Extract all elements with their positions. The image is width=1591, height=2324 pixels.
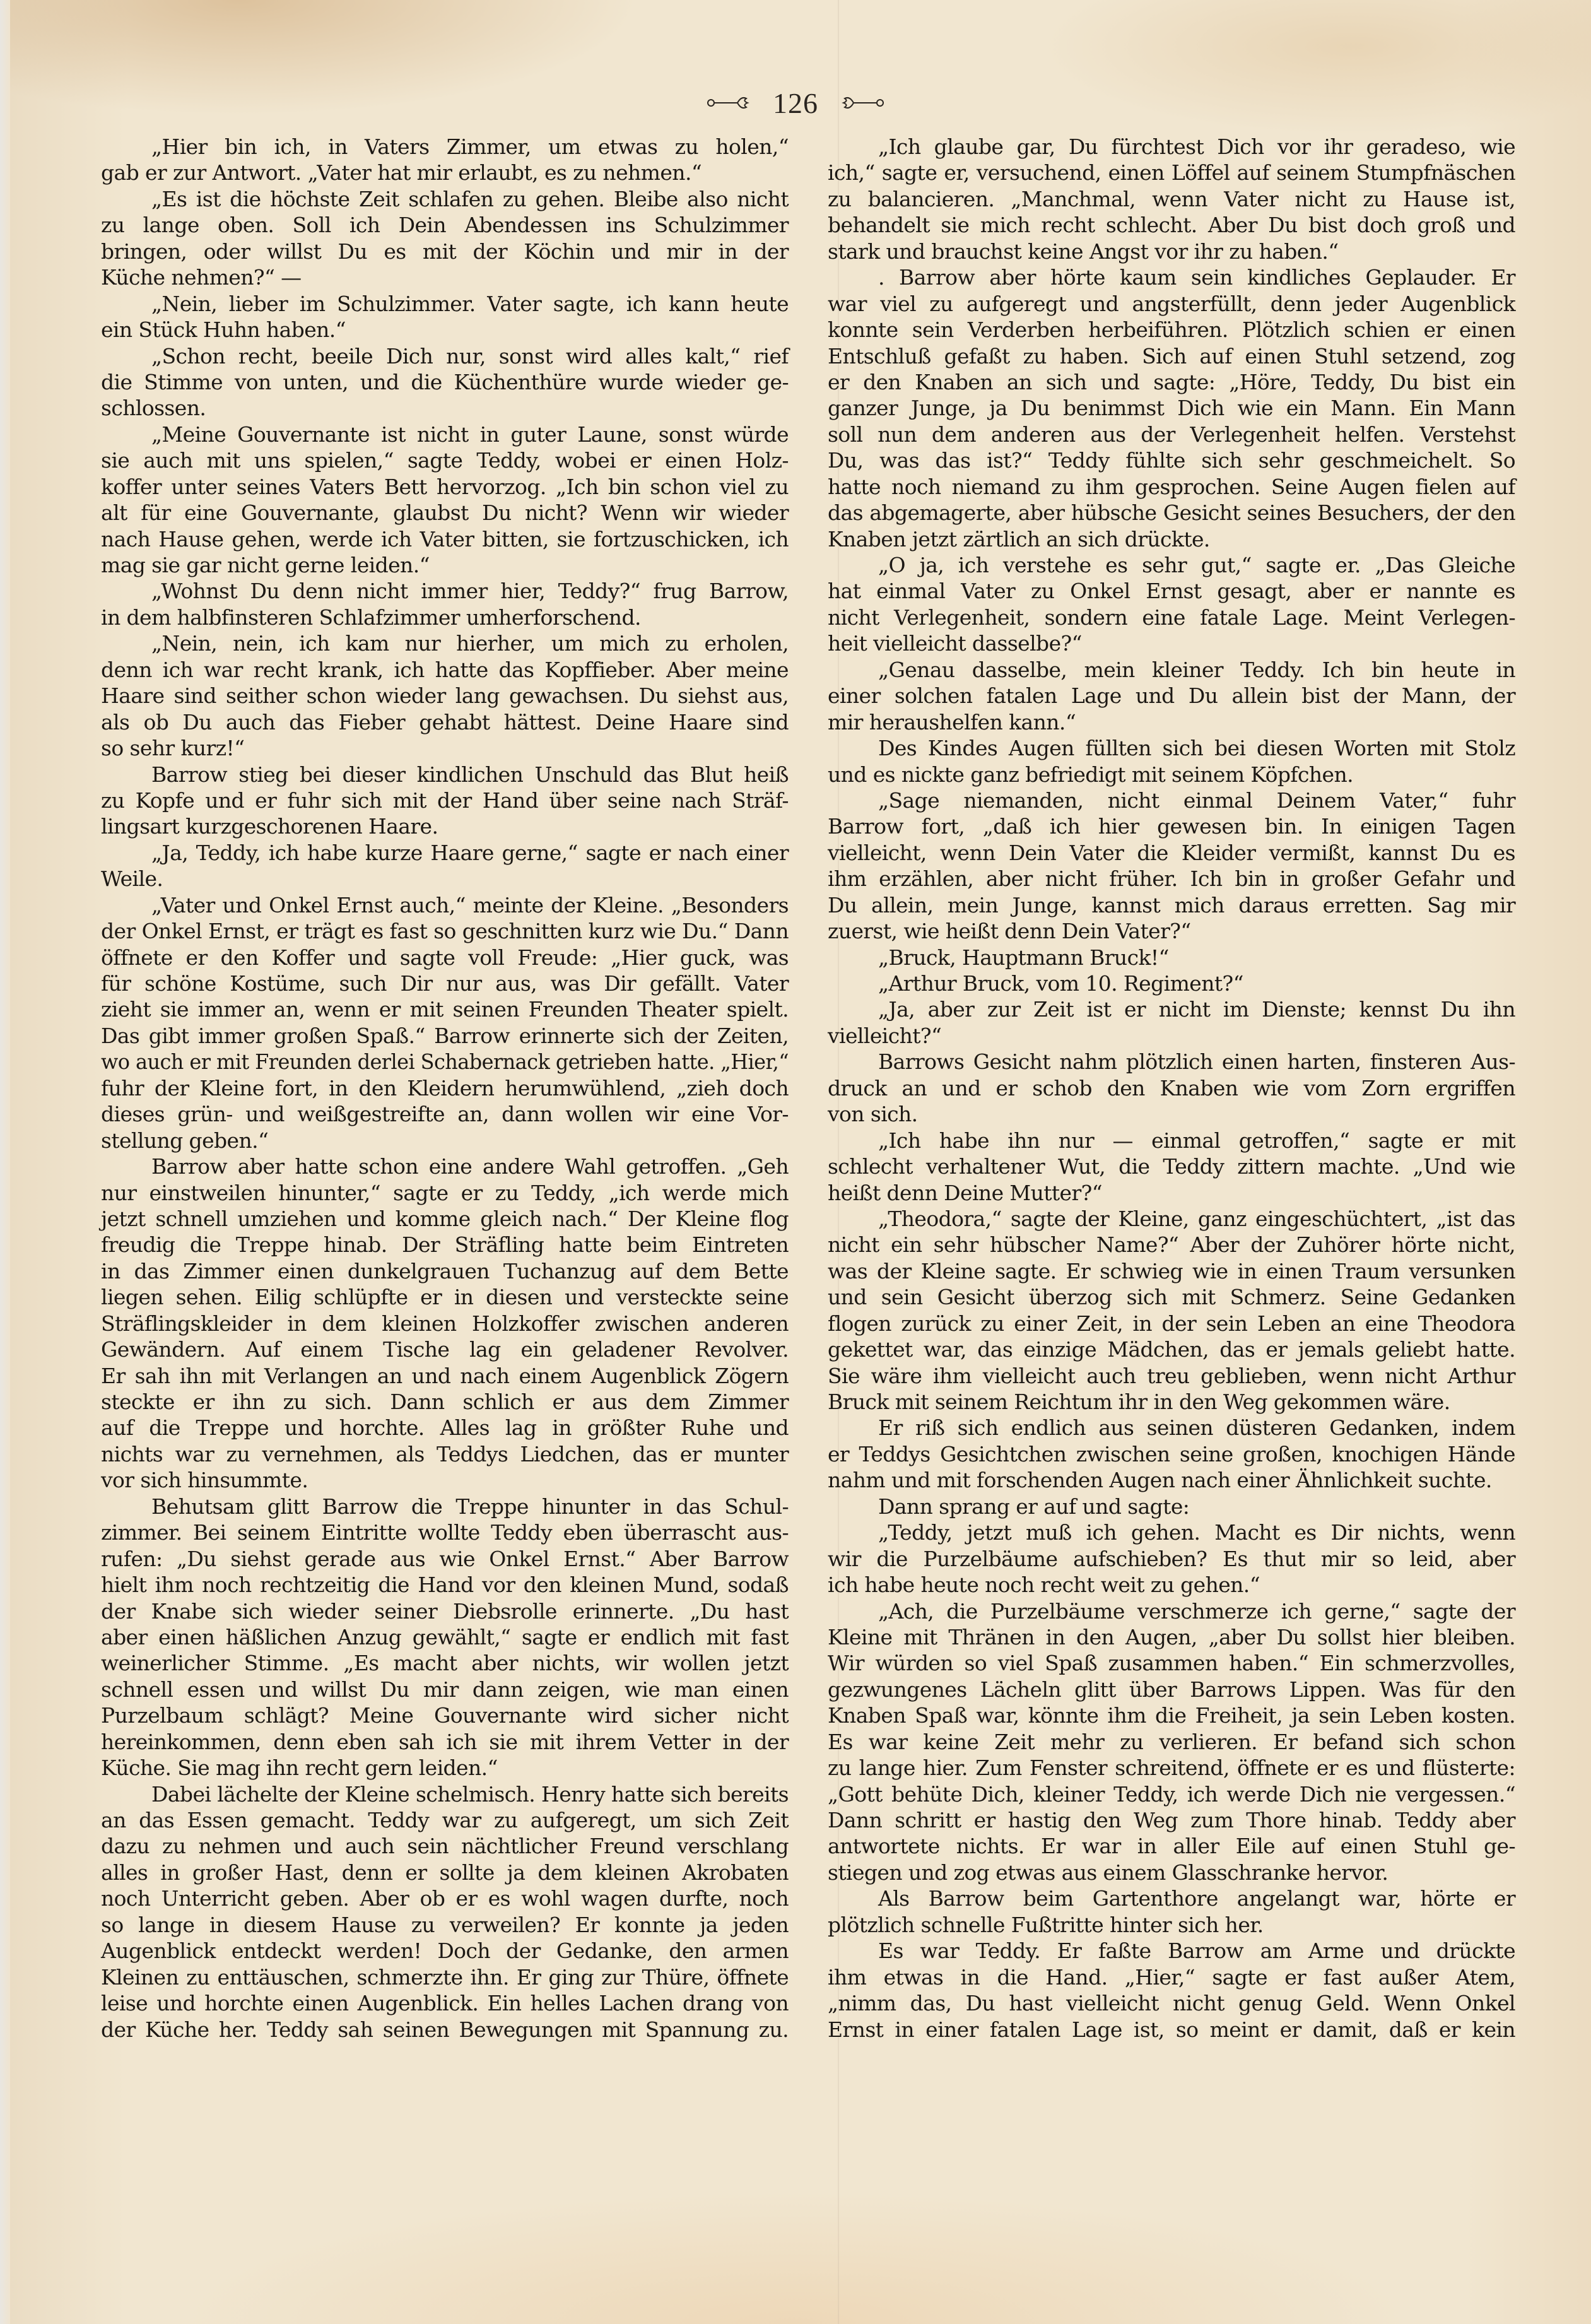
text-line: koffer unter seines Vaters Bett hervorzog. „Ich bin schon viel zu xyxy=(101,474,789,499)
text-line: zu lange hier. Zum Fenster schreitend, öffnete er es und flüsterte: xyxy=(828,1755,1515,1781)
text-line: „Ja, aber zur Zeit ist er nicht im Dienste; kennst Du ihn xyxy=(878,997,1515,1022)
text-line: freudig die Treppe hinab. Der Sträfling hatte beim Eintreten xyxy=(101,1232,789,1258)
text-line: und es nickte ganz befriedigt mit seinem Köpfchen. xyxy=(828,762,1354,787)
text-line: Barrow aber hatte schon eine andere Wahl getroffen. „Geh xyxy=(151,1154,789,1179)
text-line: schlecht verhaltener Wut, die Teddy zittern machte. „Und wie xyxy=(828,1154,1515,1179)
text-line: nicht Verlegenheit, sondern eine fatale Lage. Meint Verlegen- xyxy=(828,605,1515,630)
ornament-right-icon xyxy=(835,93,885,112)
text-line: schlossen. xyxy=(101,396,206,421)
text-line: „Theodora,“ sagte der Kleine, ganz eingeschüchtert, „ist das xyxy=(878,1206,1515,1231)
text-line: „Wohnst Du denn nicht immer hier, Teddy?“ frug Barrow, xyxy=(151,579,789,604)
text-line: auf die Treppe und horchte. Alles lag in größter Ruhe und xyxy=(101,1415,789,1441)
text-line: „Gott behüte Dich, kleiner Teddy, ich werde Dich nie vergessen.“ xyxy=(828,1781,1515,1807)
text-line: zu Kopfe und er fuhr sich mit der Hand über seine nach Sträf- xyxy=(101,787,789,813)
text-line: vielleicht, wenn Dein Vater die Kleider vermißt, kannst Du es xyxy=(828,840,1515,865)
text-line: hat einmal Vater zu Onkel Ernst gesagt, aber er nannte es xyxy=(828,579,1515,604)
text-line: nahm und mit forschenden Augen nach einer Ähnlichkeit suchte. xyxy=(828,1468,1492,1493)
text-line: ganzer Junge, ja Du benimmst Dich wie ein Mann. Ein Mann xyxy=(828,396,1515,421)
text-line: Er sah ihn mit Verlangen an und nach einem Augenblick Zögern xyxy=(101,1363,789,1388)
text-line: Das gibt immer großen Spaß.“ Barrow erinnerte sich der Zeiten, xyxy=(101,1023,789,1048)
text-line: gab er zur Antwort. „Vater hat mir erlaubt, es zu nehmen.“ xyxy=(101,160,702,186)
text-line: zu balancieren. „Manchmal, wenn Vater nicht zu Hause ist, xyxy=(828,186,1515,211)
text-line: Barrow stieg bei dieser kindlichen Unschuld das Blut heiß xyxy=(151,762,789,787)
text-line: Barrows Gesicht nahm plötzlich einen harten, finsteren Aus- xyxy=(878,1049,1515,1075)
text-line: „Vater und Onkel Ernst auch,“ meinte der Kleine. „Besonders xyxy=(151,892,789,917)
text-line: Purzelbaum schlägt? Meine Gouvernante wird sicher nicht xyxy=(101,1703,789,1728)
text-line: öffnete er den Koffer und sagte voll Freude: „Hier guck, was xyxy=(101,945,789,970)
text-line: wo auch er mit Freunden derlei Schabernack getrieben hatte. „Hier,“ xyxy=(101,1049,789,1075)
text-line: jetzt schnell umziehen und komme gleich nach.“ Der Kleine flog xyxy=(101,1206,789,1231)
text-line: in dem halbfinsteren Schlafzimmer umherforschend. xyxy=(101,605,641,630)
text-line: dazu zu nehmen und auch sein nächtlicher Freund verschlang xyxy=(101,1834,789,1859)
text-line: zimmer. Bei seinem Eintritte wollte Teddy eben überrascht aus- xyxy=(101,1520,789,1545)
text-line: Sie wäre ihm vielleicht auch treu geblieben, wenn nicht Arthur xyxy=(828,1363,1515,1388)
text-line: Dann sprang er auf und sagte: xyxy=(878,1494,1190,1519)
page-header xyxy=(0,81,1591,125)
text-line: Dabei lächelte der Kleine schelmisch. Henry hatte sich bereits xyxy=(151,1781,789,1807)
text-line: „Genau dasselbe, mein kleiner Teddy. Ich bin heute in xyxy=(878,657,1515,682)
text-line: Es war Teddy. Er faßte Barrow am Arme und drückte xyxy=(878,1938,1515,1964)
ornament-left-icon xyxy=(706,93,756,112)
text-line: das abgemagerte, aber hübsche Gesicht seines Besuchers, der den xyxy=(828,500,1515,526)
text-line: zu lange oben. Soll ich Dein Abendessen ins Schulzimmer xyxy=(101,213,789,238)
text-line: Küche nehmen?“ — xyxy=(101,265,302,290)
text-line: bringen, oder willst Du es mit der Köchin und mir in der xyxy=(101,239,789,264)
text-line: an das Essen gemacht. Teddy war zu aufgeregt, um sich Zeit xyxy=(101,1808,789,1832)
text-line: hatte noch niemand zu ihm gesprochen. Seine Augen fielen auf xyxy=(828,474,1515,499)
text-line: die Stimme von unten, und die Küchenthüre wurde wieder ge- xyxy=(101,369,789,394)
text-line: „Sage niemanden, nicht einmal Deinem Vater,“ fuhr xyxy=(878,787,1515,813)
text-line: „O ja, ich verstehe es sehr gut,“ sagte er. „Das Gleiche xyxy=(878,553,1515,577)
text-line: ich habe heute noch recht weit zu gehen.“ xyxy=(828,1572,1260,1598)
text-line: behandelt sie mich recht schlecht. Aber Du bist doch groß und xyxy=(828,213,1515,238)
text-line: alles in großer Hast, denn er sollte ja dem kleinen Akrobaten xyxy=(101,1860,789,1885)
text-line: noch Unterricht geben. Aber ob er es wohl wagen durfte, noch xyxy=(101,1886,789,1911)
text-line: heit vielleicht dasselbe?“ xyxy=(828,631,1082,656)
text-line: der Knabe sich wieder seiner Diebsrolle erinnerte. „Du hast xyxy=(101,1598,789,1624)
text-line: nicht ein sehr hübscher Name?“ Aber der Zuhörer hörte nicht, xyxy=(828,1232,1515,1258)
text-line: . Barrow aber hörte kaum sein kindliches Geplauder. Er xyxy=(878,265,1515,290)
text-line: nur einstweilen hinunter,“ sagte er zu Teddy, „ich werde mich xyxy=(101,1180,789,1205)
text-line: als ob Du auch das Fieber gehabt hättest. Deine Haare sind xyxy=(101,709,789,734)
text-line: von sich. xyxy=(828,1102,918,1127)
text-line: hereinkommen, denn eben sah ich sie mit ihrem Vetter in der xyxy=(101,1729,789,1754)
text-line: stellung geben.“ xyxy=(101,1128,269,1153)
text-line: Kleinen zu enttäuschen, schmerzte ihn. Er ging zur Thüre, öffnete xyxy=(101,1964,789,1990)
text-line: ich,“ sagte er, versuchend, einen Löffel auf seinem Stumpfnäschen xyxy=(828,160,1515,186)
text-line: rufen: „Du siehst gerade aus wie Onkel Ernst.“ Aber Barrow xyxy=(101,1546,789,1571)
text-line: Haare sind seither schon wieder lang gewachsen. Du siehst aus, xyxy=(101,683,789,709)
text-line: Des Kindes Augen füllten sich bei diesen Worten mit Stolz xyxy=(878,736,1515,761)
text-line: sie auch mit uns spielen,“ sagte Teddy, wobei er einen Holz- xyxy=(101,448,789,473)
text-line: einer solchen fatalen Lage und Du allein bist der Mann, der xyxy=(828,683,1515,709)
text-line: gekettet war, das einzige Mädchen, das er jemals geliebt hatte. xyxy=(828,1337,1515,1362)
text-line: „Teddy, jetzt muß ich gehen. Macht es Dir nichts, wenn xyxy=(878,1520,1515,1545)
text-column-right xyxy=(828,134,1515,2043)
text-line: „Es ist die höchste Zeit schlafen zu gehen. Bleibe also nicht xyxy=(151,186,789,211)
text-line: so lange in diesem Hause zu verweilen? Er konnte ja jeden xyxy=(101,1912,789,1937)
text-line: „Ach, die Purzelbäume verschmerze ich gerne,“ sagte der xyxy=(878,1598,1515,1624)
text-line: soll nun dem anderen aus der Verlegenheit helfen. Verstehst xyxy=(828,422,1515,447)
text-line: Als Barrow beim Gartenthore angelangt war, hörte er xyxy=(878,1886,1515,1911)
text-line: wir die Purzelbäume aufschieben? Es thut mir so leid, aber xyxy=(828,1546,1515,1571)
text-line: Sträflingskleider in dem kleinen Holzkoffer zwischen anderen xyxy=(101,1311,789,1336)
text-line: Gewändern. Auf einem Tische lag ein geladener Revolver. xyxy=(101,1337,789,1362)
text-line: konnte sein Verderben herbeiführen. Plötzlich schien er einen xyxy=(828,317,1515,343)
text-line: er den Knaben an sich und sagte: „Höre, Teddy, Du bist ein xyxy=(828,369,1515,394)
text-line: zieht sie immer an, wenn er mit seinen Freunden Theater spielt. xyxy=(101,997,789,1022)
text-line: Knaben Spaß war, könnte ihm die Freiheit, ja sein Leben kosten. xyxy=(828,1703,1515,1728)
text-line: lingsart kurzgeschorenen Haare. xyxy=(101,814,438,839)
text-line: antwortete nichts. Er war in aller Eile auf einen Stuhl ge- xyxy=(828,1834,1515,1859)
text-line: Barrow fort, „daß ich hier gewesen bin. In einigen Tagen xyxy=(828,814,1515,839)
text-line: schnell essen und willst Du mir dann zeigen, wie man einen xyxy=(101,1677,789,1702)
text-line: aber einen häßlichen Anzug gewählt,“ sagte er endlich mit fast xyxy=(101,1624,789,1649)
text-line: so sehr kurz!“ xyxy=(101,736,245,761)
text-line: ihm erzählen, aber nicht früher. Ich bin in großer Gefahr und xyxy=(828,866,1515,892)
text-line: hielt ihm noch rechtzeitig die Hand vor den kleinen Mund, sodaß xyxy=(101,1572,789,1598)
text-line: „Ich glaube gar, Du fürchtest Dich vor ihr geradeso, wie xyxy=(878,134,1515,159)
text-line: plötzlich schnelle Fußtritte hinter sich her. xyxy=(828,1912,1264,1937)
text-line: druck an und er schob den Knaben wie vom Zorn ergriffen xyxy=(828,1075,1515,1100)
text-line: flogen zurück zu einer Zeit, in der sein Leben an eine Theodora xyxy=(828,1311,1515,1336)
text-line: und sein Gesicht überzog sich mit Schmerz. Seine Gedanken xyxy=(828,1285,1515,1310)
text-line: stark und brauchst keine Angst vor ihr zu haben.“ xyxy=(828,239,1339,264)
text-line: Bruck mit seinem Reichtum ihr in den Weg gekommen wäre. xyxy=(828,1389,1450,1414)
text-line: für schöne Kostüme, such Dir nur aus, was Dir gefällt. Vater xyxy=(101,971,789,996)
text-line: Behutsam glitt Barrow die Treppe hinunter in das Schul- xyxy=(151,1494,789,1519)
text-line: der Küche her. Teddy sah seinen Bewegungen mit Spannung zu. xyxy=(101,2017,789,2042)
text-line: was der Kleine sagte. Er schwieg wie in einen Traum versunken xyxy=(828,1258,1515,1283)
text-line: dieses grün- und weißgestreifte an, dann wollen wir eine Vor- xyxy=(101,1102,789,1127)
text-line: alt für eine Gouvernante, glaubst Du nicht? Wenn wir wieder xyxy=(101,500,789,526)
text-line: heißt denn Deine Mutter?“ xyxy=(828,1180,1103,1205)
text-line: mir heraushelfen kann.“ xyxy=(828,709,1076,734)
text-line: „Ich habe ihn nur — einmal getroffen,“ sagte er mit xyxy=(878,1128,1515,1153)
text-line: Augenblick entdeckt werden! Doch der Gedanke, den armen xyxy=(101,1938,789,1964)
text-line: „Bruck, Hauptmann Bruck!“ xyxy=(878,945,1169,970)
text-line: Küche. Sie mag ihn recht gern leiden.“ xyxy=(101,1755,498,1781)
page-number: 126 xyxy=(773,86,818,119)
text-line: mag sie gar nicht gerne leiden.“ xyxy=(101,553,430,577)
text-line: Entschluß gefaßt zu haben. Sich auf einen Stuhl setzend, zog xyxy=(828,343,1515,369)
text-line: Du, was das ist?“ Teddy fühlte sich sehr geschmeichelt. So xyxy=(828,448,1515,473)
text-line: liegen sehen. Eilig schlüpfte er in diesen und versteckte seine xyxy=(101,1285,789,1310)
text-line: in das Zimmer einen dunkelgrauen Tuchanzug auf dem Bette xyxy=(101,1258,789,1283)
text-column-left xyxy=(101,134,789,2043)
text-line: „Hier bin ich, in Vaters Zimmer, um etwas zu holen,“ xyxy=(151,134,789,159)
text-line: nach Hause gehen, werde ich Vater bitten, sie fortzuschicken, ich xyxy=(101,526,789,552)
text-line: Weile. xyxy=(101,866,163,892)
text-line: Du allein, mein Junge, kannst mich daraus erretten. Sag mir xyxy=(828,892,1515,917)
text-line: „nimm das, Du hast vielleicht nicht genug Geld. Wenn Onkel xyxy=(828,1991,1515,2016)
text-line: gezwungenes Lächeln glitt über Barrows Lippen. Was für den xyxy=(828,1677,1515,1702)
text-line: weinerlicher Stimme. „Es macht aber nichts, wir wollen jetzt xyxy=(101,1651,789,1676)
text-line: Wir würden so viel Spaß zusammen haben.“ Ein schmerzvolles, xyxy=(828,1651,1515,1676)
text-line: „Nein, lieber im Schulzimmer. Vater sagte, ich kann heute xyxy=(151,291,789,316)
text-line: zuerst, wie heißt denn Dein Vater?“ xyxy=(828,919,1191,944)
text-line: Kleine mit Thränen in den Augen, „aber Du sollst hier bleiben. xyxy=(828,1624,1515,1649)
text-line: ein Stück Huhn haben.“ xyxy=(101,317,346,343)
text-line: leise und horchte einen Augenblick. Ein helles Lachen drang von xyxy=(101,1991,789,2016)
text-line: ihm etwas in die Hand. „Hier,“ sagte er fast außer Atem, xyxy=(828,1964,1515,1990)
text-line: stiegen und zog etwas aus einem Glasschranke hervor. xyxy=(828,1860,1388,1885)
text-line: „Schon recht, beeile Dich nur, sonst wird alles kalt,“ rief xyxy=(151,343,789,369)
text-line: „Arthur Bruck, vom 10. Regiment?“ xyxy=(878,971,1243,996)
text-line: vielleicht?“ xyxy=(828,1023,942,1048)
text-line: nichts war zu vernehmen, als Teddys Liedchen, das er munter xyxy=(101,1441,789,1466)
text-line: Knaben jetzt zärtlich an sich drückte. xyxy=(828,526,1210,552)
text-line: denn ich war recht krank, ich hatte das Kopffieber. Aber meine xyxy=(101,657,789,682)
text-line: Es war keine Zeit mehr zu verlieren. Er befand sich schon xyxy=(828,1729,1515,1754)
text-line: „Ja, Teddy, ich habe kurze Haare gerne,“ sagte er nach einer xyxy=(151,840,789,865)
text-line: steckte er ihn zu sich. Dann schlich er aus dem Zimmer xyxy=(101,1389,789,1414)
text-line: war viel zu aufgeregt und angsterfüllt, denn jeder Augenblick xyxy=(828,291,1515,316)
text-line: der Onkel Ernst, er trägt es fast so geschnitten kurz wie Du.“ Dann xyxy=(101,919,789,944)
text-line: Er riß sich endlich aus seinen düsteren Gedanken, indem xyxy=(878,1415,1515,1441)
text-line: fuhr der Kleine fort, in den Kleidern herumwühlend, „zieh doch xyxy=(101,1075,789,1100)
text-line: vor sich hinsummte. xyxy=(101,1468,308,1493)
text-line: Dann schritt er hastig den Weg zum Thore hinab. Teddy aber xyxy=(828,1808,1515,1832)
text-line: Ernst in einer fatalen Lage ist, so meint er damit, daß er kein xyxy=(828,2017,1515,2042)
scan-edge xyxy=(0,0,10,2324)
text-line: „Nein, nein, ich kam nur hierher, um mich zu erholen, xyxy=(151,631,789,656)
text-line: er Teddys Gesichtchen zwischen seine großen, knochigen Hände xyxy=(828,1441,1515,1466)
text-line: „Meine Gouvernante ist nicht in guter Laune, sonst würde xyxy=(151,422,789,447)
